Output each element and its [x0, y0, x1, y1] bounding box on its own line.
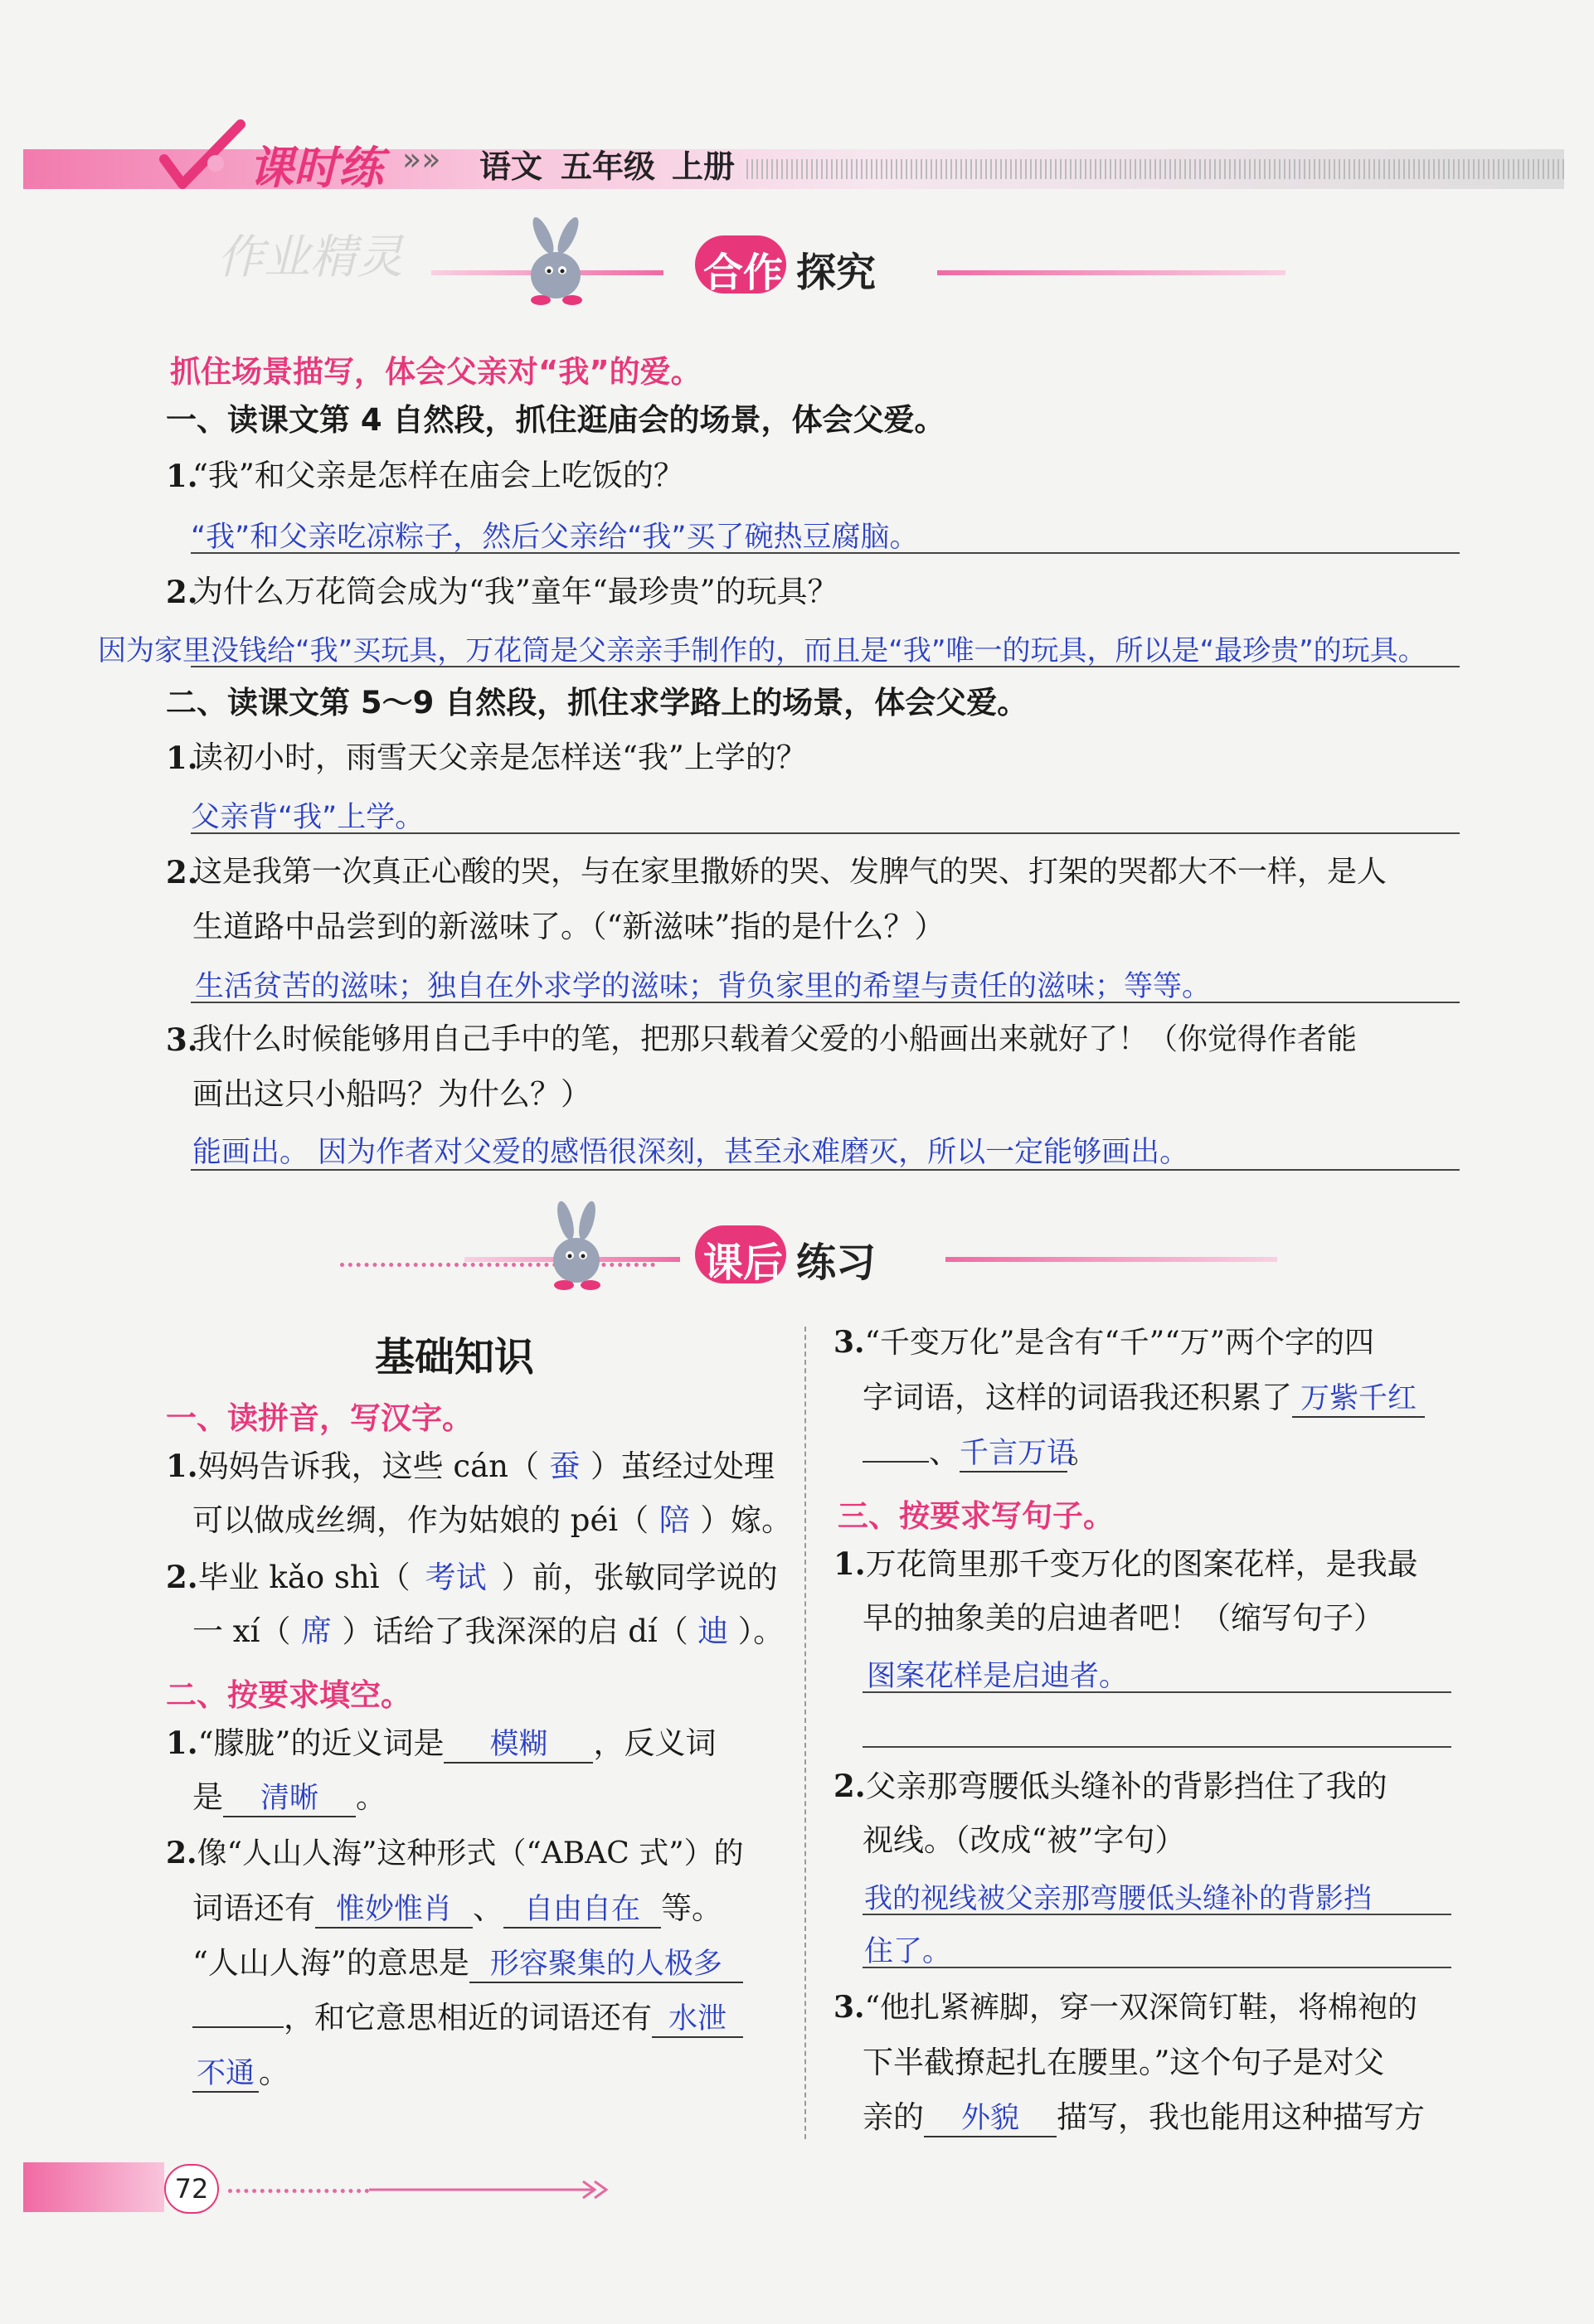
p2-q3-number: 3.: [833, 1325, 865, 1360]
p1-q1-line1: [166, 1448, 775, 1485]
p2-q1-text-a: “朦胧”的近义词是: [197, 1725, 445, 1761]
p2-title: 二、按要求填空。: [166, 1677, 411, 1713]
q2-1-number: 1.: [166, 740, 198, 776]
banner-coop-b: 探究: [796, 250, 877, 296]
p1-q1-text-b: ）茧经过处理: [590, 1448, 775, 1484]
p2-q1-line1: [166, 1725, 716, 1764]
header-volume: 上册: [672, 148, 736, 185]
p2-q3-blank-cont: [863, 1461, 929, 1463]
p3-q3-text-a: “他扎紧裤脚，穿一双深筒钉鞋，将棉袍的: [864, 1991, 1417, 2025]
a1-2-line: [191, 666, 1460, 667]
banner-after-b: 练习: [796, 1240, 877, 1286]
p3-q1-line2: 早的抽象美的启迪者吧！（缩写句子）: [863, 1600, 1384, 1636]
p2-q2-sep: 、: [473, 1890, 503, 1926]
header-subject: 语文: [479, 148, 543, 185]
p2-q3-answer2: 千言万语: [960, 1436, 1067, 1473]
q1-2-text: 为什么万花筒会成为“我”童年“最珍贵”的玩具？: [192, 574, 838, 609]
p3-q1-line-a: [863, 1691, 1451, 1693]
banner2-right-line: [945, 1257, 1277, 1262]
a2-3-line: [191, 1169, 1460, 1171]
footer-dots: [228, 2189, 369, 2193]
q2-1-text: 读初小时，雨雪天父亲是怎样送“我”上学的？: [192, 740, 807, 775]
q1-2-number: 2.: [166, 574, 198, 610]
p2-q1-line2: [192, 1779, 386, 1817]
p1-q2-text-c: 一 xí（: [192, 1613, 291, 1649]
p1-q2-text-d: ）话给了我深深的启 dí（: [342, 1613, 688, 1649]
p2-q3-sep: 、: [929, 1434, 960, 1470]
a2-3-answer: 能画出。 因为作者对父爱的感悟很深刻，甚至永难磨灭，所以一定能够画出。: [192, 1136, 1189, 1169]
p2-q2-answer2: 自由自在: [503, 1892, 661, 1929]
p2-q2-line3: [192, 1945, 743, 1983]
p3-q1-text-a: 万花筒里那千变万化的图案花样，是我最: [865, 1546, 1418, 1582]
p2-q2-text-d: “人山人海”的意思是: [192, 1945, 469, 1981]
p2-q2-answer4a: 水泄: [652, 2001, 743, 2038]
p3-title: 三、按要求写句子。: [838, 1498, 1114, 1534]
p3-q3-text-d: 描写，我也能用这种描写方: [1057, 2099, 1425, 2135]
logo-text: 课时练: [249, 142, 383, 194]
p1-q1-text-c: 可以做成丝绸，作为姑娘的 péi（: [192, 1502, 649, 1538]
a2-1-line: [191, 832, 1460, 834]
p3-q1-line-b: [863, 1746, 1451, 1748]
p1-q2-text-b: ）前，张敏同学说的: [501, 1560, 778, 1595]
p1-q1-line2: [192, 1502, 792, 1539]
page-number: 72: [164, 2164, 219, 2214]
p2-q2-text-c: 等。: [661, 1890, 722, 1926]
a1-2-answer: 因为家里没钱给“我”买玩具，万花筒是父亲亲手制作的，而且是“我”唯一的玩具，所以是“最珍贵”的玩具。: [98, 634, 1426, 667]
p2-q3-text-a: “千变万化”是含有“千”“万”两个字的四: [864, 1326, 1375, 1360]
p1-q2-text-a: 毕业 kǎo shì（: [197, 1560, 411, 1595]
q1-1-text: “我”和父亲是怎样在庙会上吃饭的？: [192, 458, 684, 493]
p2-q1-text-d: 。: [356, 1779, 386, 1815]
p1-q2-number: 2.: [166, 1559, 198, 1595]
p2-q1-answer1: 模糊: [444, 1727, 593, 1764]
p2-q2-text-b: 词语还有: [192, 1890, 315, 1926]
p2-q2-blank-cont: [192, 2026, 284, 2028]
p1-q1-answer1: 蚕: [549, 1448, 581, 1484]
basic-knowledge-title: 基础知识: [375, 1334, 535, 1380]
q2-3-text-line1: 我什么时候能够用自己手中的笔，把那只载着父爱的小船画出来就好了！（你觉得作者能: [192, 1022, 1358, 1056]
p2-q2-text-e: ，和它意思相近的词语还有: [284, 2000, 652, 2035]
a2-1-answer: 父亲背“我”上学。: [191, 801, 425, 834]
p3-q2-line-b: [863, 1967, 1451, 1968]
p2-q1-answer2: 清晰: [223, 1781, 356, 1817]
part1-title: 一、读课文第 4 自然段，抓住逛庙会的场景，体会父爱。: [166, 402, 945, 438]
p1-q2-line2: [192, 1613, 784, 1650]
column-divider: [804, 1327, 806, 2139]
rabbit2-icon: [531, 1201, 622, 1296]
p2-q2-answer3: 形容聚集的人极多: [469, 1947, 743, 1983]
p1-q2-line1: [166, 1559, 778, 1596]
p2-q2-answer1: 惟妙惟肖: [315, 1892, 473, 1929]
p1-q2-text-e: ）。: [737, 1613, 785, 1649]
p2-q3-line3: [863, 1434, 1098, 1473]
p3-q3-answer: 外貌: [924, 2101, 1057, 2137]
q1-1-number: 1.: [166, 458, 198, 494]
p2-q2-line4: [192, 2000, 743, 2038]
p2-q2-text-f: 。: [259, 2055, 289, 2090]
p1-q1-text-d: ）嫁。: [700, 1502, 793, 1538]
p1-q1-number: 1.: [166, 1448, 198, 1484]
footer-arrow-icon: [369, 2177, 618, 2202]
q2-2-number: 2.: [166, 854, 198, 890]
q2-2-text-line2: 生道路中品尝到的新滋味了。（“新滋味”指的是什么？）: [192, 909, 945, 944]
p2-q2-line2: [192, 1890, 722, 1929]
p2-q3-text-b: 字词语，这样的词语我还积累了: [863, 1380, 1292, 1415]
banner-after-a: 课后: [703, 1240, 784, 1286]
p3-q2-line-a: [863, 1914, 1451, 1915]
banner-coop-a: 合作: [703, 250, 784, 296]
p1-q1-answer2: 陪: [658, 1502, 690, 1538]
part2-title: 二、读课文第 5～9 自然段，抓住求学路上的场景，体会父爱。: [166, 685, 1028, 720]
p2-q1-number: 1.: [166, 1725, 198, 1761]
p2-q2-line5: [192, 2055, 289, 2093]
p1-title: 一、读拼音，写汉字。: [166, 1400, 473, 1436]
a1-1-line: [191, 552, 1460, 554]
banner-right-line: [937, 270, 1285, 275]
p2-q3-line2: [863, 1380, 1425, 1418]
p3-q2-answer-a: 我的视线被父亲那弯腰低头缝补的背影挡: [864, 1882, 1372, 1915]
p3-q1-answer: 图案花样是启迪者。: [867, 1660, 1129, 1693]
p3-q1-number: 1.: [833, 1545, 866, 1582]
a1-1-answer: “我”和父亲吃凉粽子，然后父亲给“我”买了碗热豆腐脑。: [191, 521, 919, 554]
watermark: 作业精灵: [217, 230, 403, 284]
p3-q2-text-a: 父亲那弯腰低头缝补的背影挡住了我的: [865, 1768, 1387, 1804]
q2-3-number: 3.: [166, 1021, 198, 1058]
p2-q3-text-c: 。: [1067, 1434, 1098, 1470]
p3-q2-number: 2.: [833, 1768, 866, 1804]
p2-q2-answer4b: 不通: [192, 2056, 259, 2093]
p3-q2-line2: 视线。（改成“被”字句）: [863, 1822, 1186, 1858]
logo-check-icon: [158, 118, 249, 192]
p1-q2-answer1: 考试: [425, 1560, 487, 1595]
q2-2-text-line1: 这是我第一次真正心酸的哭，与在家里撒娇的哭、发脾气的哭、打架的哭都大不一样，是人: [192, 855, 1387, 889]
p2-q2-line1: [166, 1836, 744, 1871]
p3-q2-answer-b: 住了。: [864, 1935, 952, 1968]
p1-q2-answer2: 席: [300, 1613, 332, 1649]
header-arrows: »»: [402, 141, 441, 177]
p3-q1-line1: [833, 1545, 1418, 1583]
p3-q3-line3: [863, 2099, 1425, 2137]
a2-2-line: [191, 1002, 1460, 1003]
rabbit-icon: [506, 217, 605, 313]
a2-2-answer: 生活贫苦的滋味；独自在外求学的滋味；背负家里的希望与责任的滋味；等等。: [195, 970, 1212, 1003]
p3-q2-line1: [833, 1768, 1387, 1805]
p2-q2-number: 2.: [166, 1836, 197, 1870]
p3-q3-number: 3.: [833, 1990, 865, 2025]
footer-bar: [23, 2162, 164, 2212]
p2-q3-answer1: 万紫千红: [1292, 1381, 1425, 1418]
q2-3-text-line2: 画出这只小船吗？为什么？）: [192, 1076, 591, 1112]
header-stripe: [746, 159, 1564, 179]
p1-q2-answer3: 迪: [697, 1613, 729, 1649]
p1-q1-text-a: 妈妈告诉我，这些 cán（: [197, 1448, 540, 1484]
p3-q3-text-c: 亲的: [863, 2099, 924, 2135]
header-grade: 五年级: [561, 148, 656, 185]
p2-q3-line1: [833, 1325, 1374, 1361]
p2-q1-text-b: ，反义词: [593, 1725, 717, 1761]
p3-q3-line1: [833, 1990, 1417, 2026]
p3-q3-line2: 下半截撩起扎在腰里。”这个句子是对父: [863, 2045, 1385, 2080]
p2-q2-text-a: 像“人山人海”这种形式（“ABAC 式”）的: [197, 1836, 744, 1870]
coop-intro: 抓住场景描写，体会父亲对“我”的爱。: [170, 354, 702, 390]
p2-q1-text-c: 是: [192, 1779, 223, 1815]
